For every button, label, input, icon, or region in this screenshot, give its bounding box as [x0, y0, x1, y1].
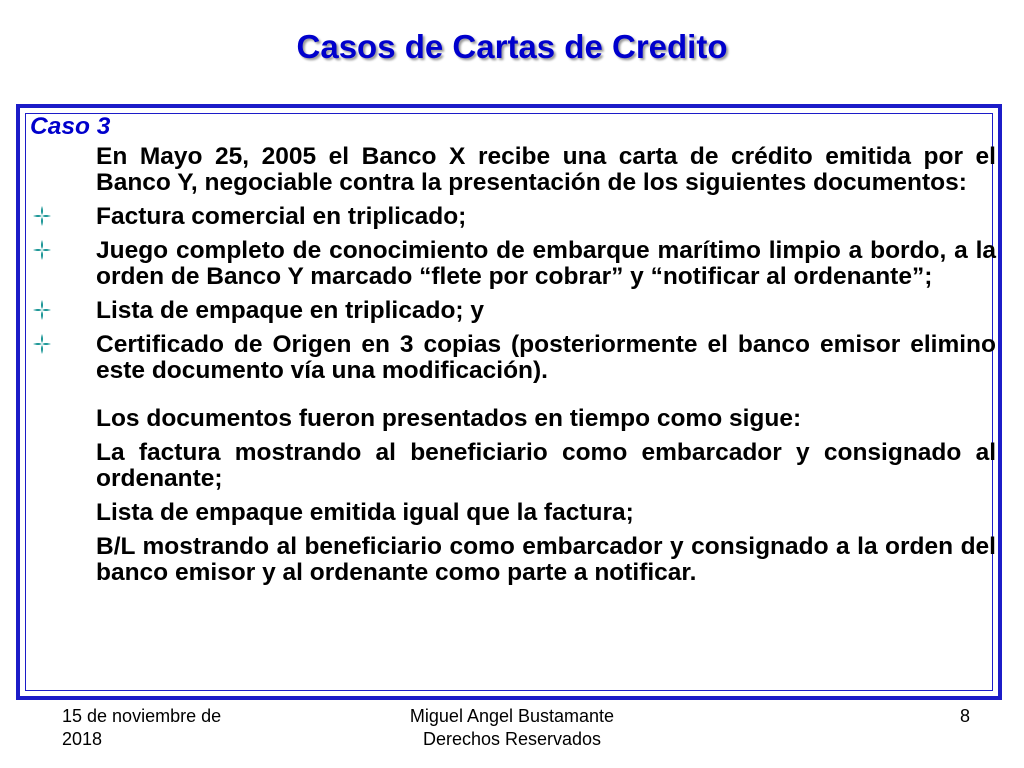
- footer-date-line: 15 de noviembre de: [62, 706, 222, 726]
- diamond-bullet-icon: [32, 239, 52, 261]
- bullet-item: [96, 298, 996, 324]
- slide-content: [30, 114, 996, 594]
- body-paragraph: Lista de empaque emitida igual que la factura;: [96, 499, 634, 526]
- body-paragraph: La factura mostrando al beneficiario como embarcador y consignado al ordenante;: [96, 439, 996, 492]
- body-paragraph: Los documentos fueron presentados en tiempo como sigue:: [96, 405, 802, 432]
- bullet-text: Juego completo de conocimiento de embarque marítimo limpio a bordo, a la orden de Banco Y marcado “flete por cobrar” y “notificar al ordenante”;: [96, 237, 996, 290]
- footer-date: [62, 705, 262, 751]
- bullet-item: [96, 332, 996, 384]
- footer-author-line: Miguel Angel Bustamante: [409, 706, 615, 726]
- diamond-bullet-icon: [32, 205, 52, 227]
- footer-page-number: [900, 705, 970, 728]
- case-label: Caso 3: [30, 113, 111, 140]
- slide-title: Casos de Cartas de Credito: [296, 28, 728, 65]
- bullet-text: Lista de empaque en triplicado; y: [96, 297, 485, 324]
- bullet-text: Factura comercial en triplicado;: [96, 203, 467, 230]
- body-paragraph: B/L mostrando al beneficiario como embarcador y consignado a la orden del banco emisor y al ordenante como parte a notificar.: [96, 533, 996, 586]
- footer-author-line: Derechos Reservados: [422, 729, 602, 749]
- bullet-item: [96, 238, 996, 290]
- intro-paragraph: En Mayo 25, 2005 el Banco X recibe una carta de crédito emitida por el Banco Y, negociable contra la presentación de los siguientes documentos:: [96, 143, 996, 196]
- bullet-text: Certificado de Origen en 3 copias (posteriormente el banco emisor elimino este documento vía una modificación).: [96, 331, 996, 384]
- footer-author: [362, 705, 662, 751]
- page-number: 8: [959, 706, 970, 726]
- bullet-item: [96, 204, 996, 230]
- diamond-bullet-icon: [32, 333, 52, 355]
- diamond-bullet-icon: [32, 299, 52, 321]
- footer-date-line: 2018: [62, 729, 103, 749]
